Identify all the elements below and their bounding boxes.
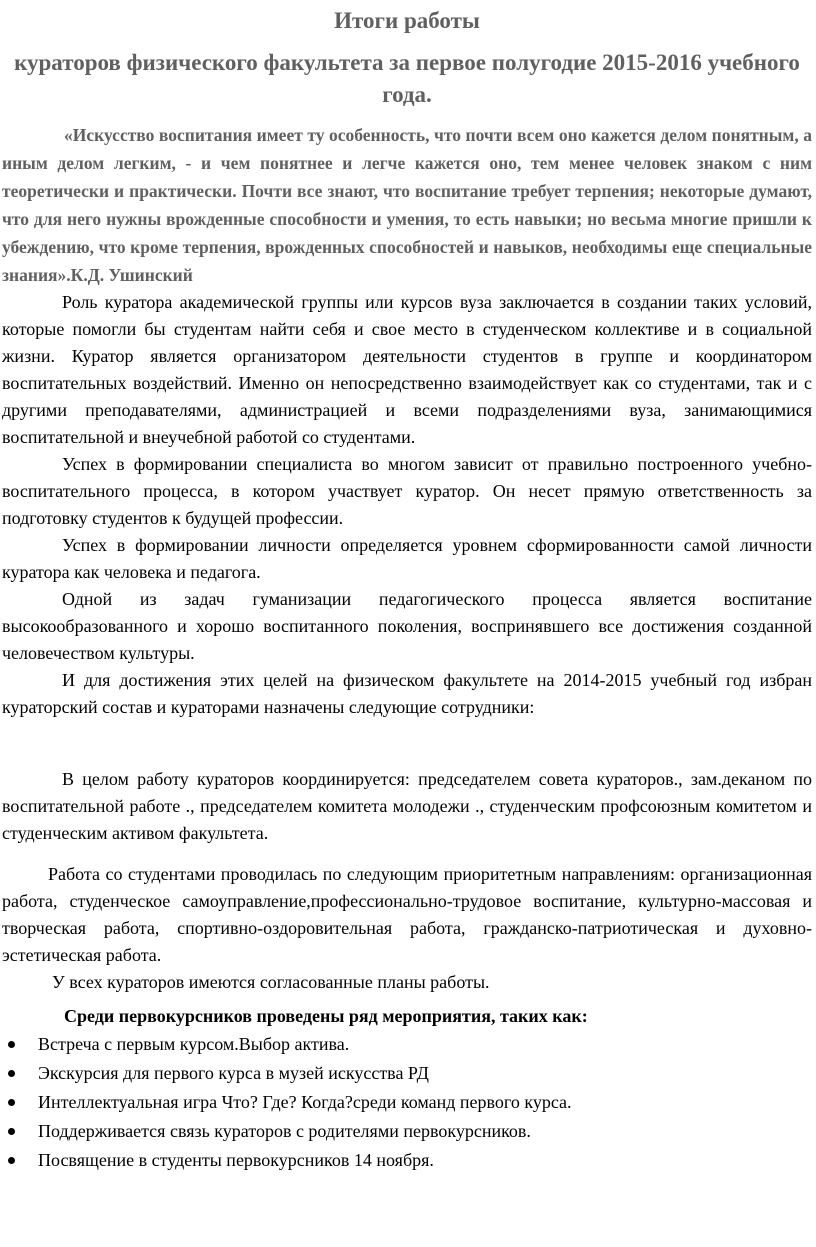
bullet-icon [8,1041,15,1048]
list-item [2,1088,812,1116]
document-subtitle: кураторов физического факультета за первое полугодие 2015-2016 учебного года. [14,50,800,107]
paragraph-curator-staff: И для достижения этих целей на физическом факультете на 2014-2015 учебный год избран кураторский состав и кураторами назначены следующие сотрудники: [2,670,812,717]
paragraph-humanization: Одной из задач гуманизации педагогического процесса является воспитание высокообразованного и хорошо воспитанного поколения, воспринявшего все достижения созданной человечеством культуры. [2,589,812,663]
list-item [2,1030,812,1058]
list-item-text: Посвящение в студенты первокурсников 14 ноября. [38,1150,434,1170]
list-item-text: Встреча с первым курсом.Выбор актива. [38,1034,350,1054]
paragraph-personality-success: Успех в формировании личности определяется уровнем сформированности самой личности куратора как человека и педагога. [2,535,812,582]
blank-space [2,847,812,861]
paragraph-plans: У всех кураторов имеются согласованные планы работы. [52,972,490,992]
bullet-icon [8,1070,15,1077]
list-item [2,1117,812,1145]
paragraph-curator-role: Роль куратора академической группы или курсов вуза заключается в создании таких условий, которые помогли бы студентам найти себя и свое место в студенческом коллективе и в социальной жизни. Куратор является организатором деятельности студентов в группе и координатором воспитательных воздействий. Именно он непосредственно взаимодействует как со студентами, так и с другими преподавателями, администрацией и всеми подразделениями вуза, занимающимися воспитательной и внеучебной работой со студентами. [2,292,812,447]
list-item-text: Поддерживается связь кураторов с родителями первокурсников. [38,1121,531,1141]
list-item [2,1146,812,1174]
list-item-text: Экскурсия для первого курса в музей искусства РД [38,1063,429,1083]
bullet-icon [8,1128,15,1135]
epigraph-quote: «Искусство воспитания имеет ту особенность, что почти всем оно кажется делом понятным, а иным делом легким, - и чем понятнее и легче кажется оно, тем менее человек знаком с ним теоретически и практически. Почти все знают, что воспитание требует терпения; некоторые думают, что для него нужны врожденные способности и умения, то есть навыки; но весьма многие пришли к убеждению, что кроме терпения, врожденных способностей и навыков, необходимы еще специальные знания».К.Д. Ушинский [2,125,812,285]
list-item-text: Интеллектуальная игра Что? Где? Когда?среди команд первого курса. [38,1092,572,1112]
events-list-heading: Среди первокурсников проведены ряд мероприятия, таких как: [64,1006,588,1026]
blank-space [2,721,812,766]
bullet-icon [8,1157,15,1164]
paragraph-specialist-success: Успех в формировании специалиста во многом зависит от правильно построенного учебно-воспитательного процесса, в котором участвует куратор. Он несет прямую ответственность за подготовку студентов к будущей профессии. [2,454,812,528]
paragraph-coordination: В целом работу кураторов координируется: председателем совета кураторов., зам.деканом по воспитательной работе ., председателем комитета молодежи ., студенческим профсоюзным комитетом и студенческим активом факультета. [2,769,812,843]
paragraph-directions: Работа со студентами проводилась по следующим приоритетным направлениям: организационная работа, студенческое самоуправление,профессионально-трудовое воспитание, культурно-массовая и творческая работа, спортивно-оздоровительная работа, гражданско-патриотическая и духовно-эстетическая работа. [2,864,812,965]
document-title: Итоги работы [334,8,480,33]
bullet-icon [8,1099,15,1106]
list-item [2,1059,812,1087]
events-list [2,1030,812,1174]
